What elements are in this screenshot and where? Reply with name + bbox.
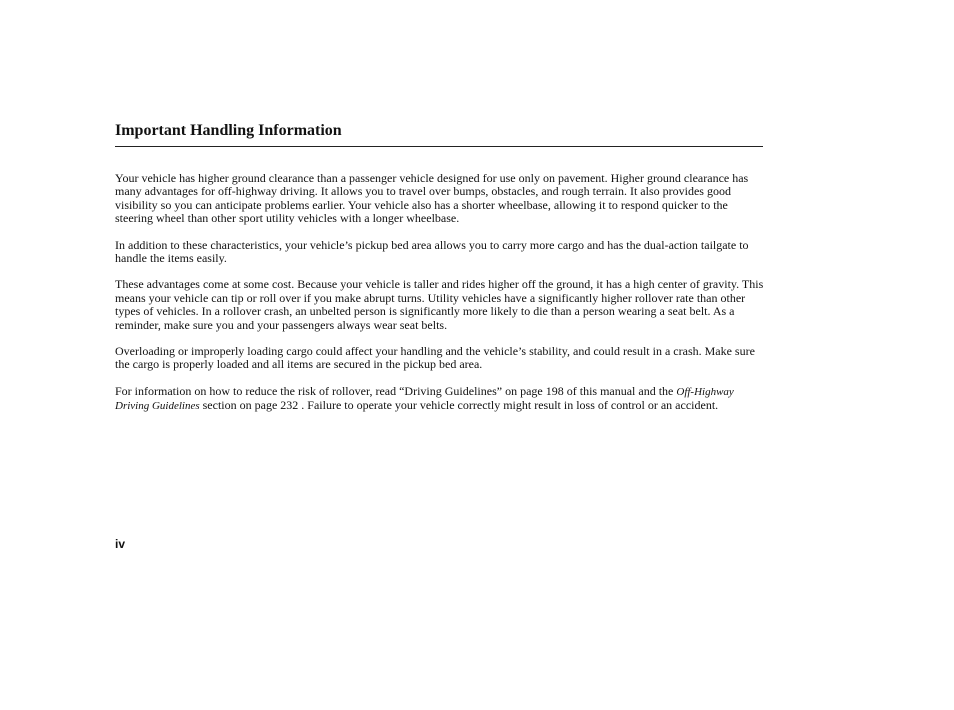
guidance-lead-text: For information on how to reduce the risk of rollover, read “Driving Guidelines” on page 198 of this manual and the <box>115 383 674 398</box>
paragraph-rollover-guidance <box>115 385 767 414</box>
guidance-tail-text: section on page 232 . Failure to operate your vehicle correctly might result in loss of control or an accident. <box>202 398 719 413</box>
body-text <box>115 172 767 427</box>
paragraph-ground-clearance: Your vehicle has higher ground clearance than a passenger vehicle designed for use only on pavement. Higher ground clearance has many advantages for off-highway driving. It allows you to travel over bumps, obstacles, and rough terrain. It also provides good visibility so you can anticipate problems earlier. Your vehicle also has a shorter wheelbase, allowing it to respond quicker to the steering wheel than other sport utility vehicles with a longer wheelbase. <box>115 171 749 226</box>
paragraph-rollover-risk: These advantages come at some cost. Because your vehicle is taller and rides higher off the ground, it has a high center of gravity. This means your vehicle can tip or roll over if you make abrupt turns. Utility vehicles have a significantly higher rollover rate than other types of vehicles. In a rollover crash, an unbelted person is significantly more likely to die than a person wearing a seat belt. As a reminder, make sure you and your passengers always wear seat belts. <box>115 277 764 332</box>
page-title: Important Handling Information <box>115 122 342 139</box>
page-number: iv <box>115 537 126 551</box>
paragraph-cargo-loading: Overloading or improperly loading cargo could affect your handling and the vehicle’s stability, and could result in a crash. Make sure the cargo is properly loaded and all items are secured in the pickup bed area. <box>115 344 755 372</box>
guidelines-reference-link[interactable]: Off-Highway Driving Guidelines <box>115 385 734 413</box>
title-divider <box>115 146 763 147</box>
paragraph-pickup-bed: In addition to these characteristics, your vehicle’s pickup bed area allows you to carry more cargo and has the dual-action tailgate to handle the items easily. <box>115 237 749 266</box>
